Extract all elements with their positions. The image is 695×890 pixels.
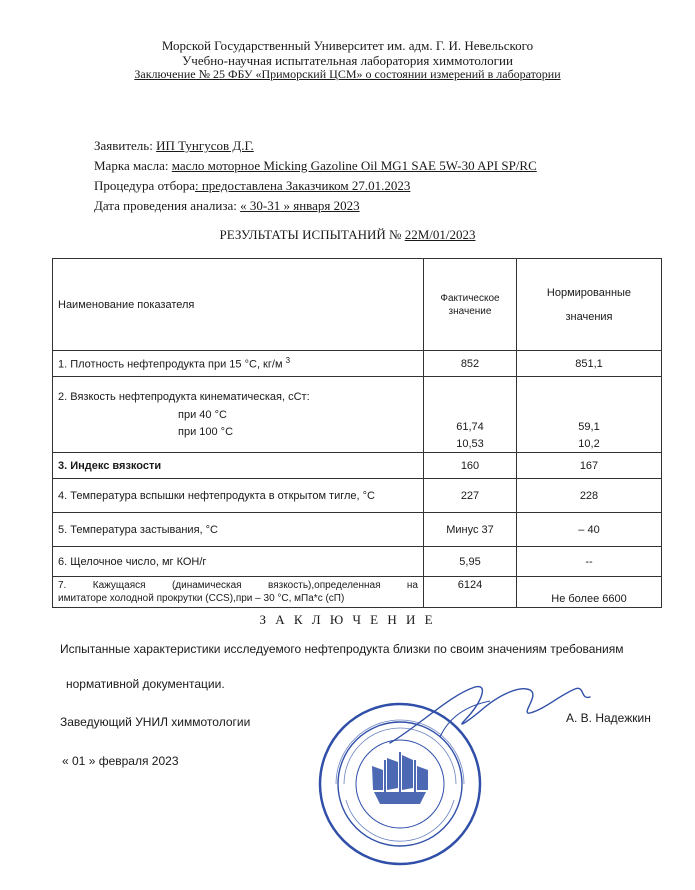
row4-name: 4. Температура вспышки нефтепродукта в открытом тигле, °С — [53, 479, 424, 513]
sampling-label: Процедура отбора — [94, 178, 195, 193]
row3-name: 3. Индекс вязкости — [53, 453, 424, 479]
row2-sub-100: при 100 °С — [178, 426, 234, 438]
table-row — [53, 513, 662, 547]
row2-norm-100: 10,2 — [578, 438, 600, 450]
row1-superscript: 3 — [285, 356, 291, 366]
table-row — [53, 377, 662, 453]
analysis-date-value: « 30-31 » января 2023 — [240, 198, 360, 213]
oil-brand-field — [94, 158, 537, 174]
row1-actual: 852 — [424, 351, 517, 377]
row2-name — [53, 377, 424, 453]
row1-name — [53, 351, 424, 377]
row3-actual: 160 — [424, 453, 517, 479]
row6-norm: -- — [517, 547, 662, 577]
applicant-field — [94, 138, 254, 154]
header-norm-line2: значения — [565, 310, 613, 323]
table-header-row — [53, 259, 662, 351]
row7-norm: Не более 6600 — [517, 577, 662, 608]
row3-norm: 167 — [517, 453, 662, 479]
sampling-value: : предоставлена Заказчиком 27.01.2023 — [194, 178, 411, 193]
oil-brand-label: Марка масла: — [94, 158, 169, 173]
row7-name — [53, 577, 424, 608]
row1-norm: 851,1 — [517, 351, 662, 377]
table-row — [53, 453, 662, 479]
header-actual: Фактическое значение — [424, 259, 517, 351]
conclusion-date: « 01 » февраля 2023 — [62, 754, 179, 768]
row6-name: 6. Щелочное число, мг КОН/г — [53, 547, 424, 577]
conclusion-text-line2: нормативной документации. — [66, 677, 225, 691]
row2-actual-100: 10,53 — [456, 438, 484, 450]
applicant-value: ИП Тунгусов Д.Г. — [156, 138, 254, 153]
conclusion-text-line1: Испытанные характеристики исследуемого нефтепродукта близки по своим значениям требованиям — [60, 642, 624, 656]
row7-name-line2: имитаторе холодной прокрутки (CCS),при – 30 °С, мПа*с (сП) — [58, 593, 345, 604]
sampling-field — [94, 178, 410, 194]
row2-norm-40: 59,1 — [578, 421, 600, 433]
results-table — [52, 258, 662, 608]
row2-norm — [517, 377, 662, 453]
row2-actual-40: 61,74 — [456, 421, 484, 433]
conclusion-title: З А К Л Ю Ч Е Н И Е — [259, 612, 436, 627]
row1-name-text: 1. Плотность нефтепродукта при 15 °С, кг/м — [58, 358, 283, 371]
head-of-lab-label: Заведующий УНИЛ химмотологии — [60, 715, 251, 729]
row5-name: 5. Температура застывания, °С — [53, 513, 424, 547]
table-row — [53, 577, 662, 608]
header-norm-line1: Нормированные — [546, 286, 632, 299]
header-name: Наименование показателя — [53, 259, 424, 351]
table-row — [53, 547, 662, 577]
row2-name-text: 2. Вязкость нефтепродукта кинематическая, сСт: — [58, 391, 310, 403]
results-title — [0, 227, 695, 243]
table-row — [53, 479, 662, 513]
applicant-label: Заявитель: — [94, 138, 153, 153]
row4-actual: 227 — [424, 479, 517, 513]
university-name: Морской Государственный Университет им. адм. Г. И. Невельского — [161, 38, 534, 53]
row2-actual — [424, 377, 517, 453]
head-of-lab-name: А. В. Надежкин — [566, 711, 651, 725]
row2-sub-40: при 40 °С — [178, 409, 227, 421]
header-norm — [517, 259, 662, 351]
analysis-date-label: Дата проведения анализа: — [94, 198, 237, 213]
row7-name-line1: 7. Кажущаяся (динамическая вязкость),определенная на — [58, 580, 418, 591]
row7-actual: 6124 — [424, 577, 517, 608]
laboratory-name: Учебно-научная испытательная лаборатория химмотологии — [182, 53, 513, 68]
results-number: 22М/01/2023 — [404, 227, 476, 242]
results-title-prefix: РЕЗУЛЬТАТЫ ИСПЫТАНИЙ № — [219, 227, 402, 242]
laboratory-stamp-seal — [316, 700, 484, 868]
row5-norm: – 40 — [517, 513, 662, 547]
row4-norm: 228 — [517, 479, 662, 513]
accreditation-line: Заключение № 25 ФБУ «Приморский ЦСМ» о состоянии измерений в лаборатории — [134, 67, 561, 81]
analysis-date-field — [94, 198, 360, 214]
row5-actual: Минус 37 — [424, 513, 517, 547]
row6-actual: 5,95 — [424, 547, 517, 577]
table-row — [53, 351, 662, 377]
oil-brand-value: масло моторное Micking Gazoline Oil MG1 SAE 5W-30 API SP/RC — [171, 158, 537, 173]
